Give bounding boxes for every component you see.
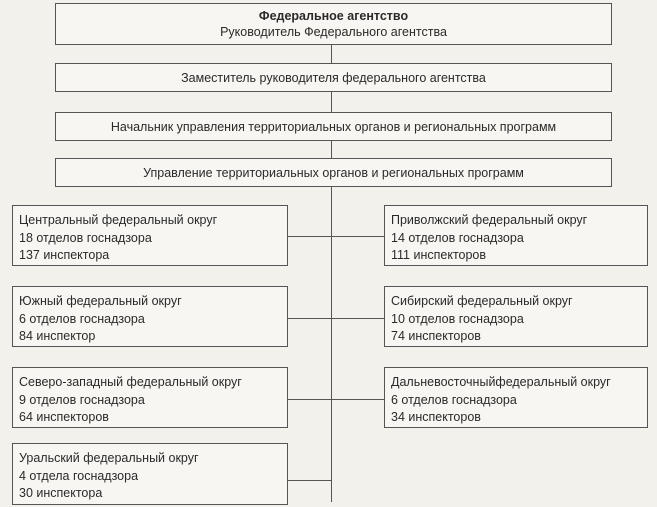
connector-right-1 bbox=[332, 236, 384, 237]
region-name: Дальневосточныйфедеральный округ bbox=[391, 375, 611, 389]
region-offices: 14 отделов госнадзора bbox=[391, 230, 524, 245]
region-box-siberia bbox=[384, 286, 648, 347]
region-name: Центральный федеральный округ bbox=[19, 213, 218, 227]
region-box-northwest bbox=[12, 367, 288, 428]
connector-right-2 bbox=[332, 318, 384, 319]
chief-label: Начальник управления территориальных органов и региональных программ bbox=[110, 119, 557, 134]
deputy-box bbox=[55, 63, 612, 92]
region-box-central bbox=[12, 205, 288, 266]
region-box-volga bbox=[384, 205, 648, 266]
federal-agency-box bbox=[55, 3, 612, 45]
chief-box bbox=[55, 112, 612, 141]
agency-head: Руководитель Федерального агентства bbox=[220, 25, 447, 39]
department-label: Управление территориальных органов и региональных программ bbox=[143, 165, 524, 180]
region-name: Уральский федеральный округ bbox=[19, 451, 199, 465]
connector-left-2 bbox=[287, 318, 331, 319]
region-offices: 6 отделов госнадзора bbox=[19, 311, 145, 326]
region-inspectors: 30 инспектора bbox=[19, 486, 103, 500]
region-inspectors: 64 инспекторов bbox=[19, 410, 109, 424]
region-box-ural bbox=[12, 443, 288, 505]
connector-right-3 bbox=[332, 399, 384, 400]
connector-left-3 bbox=[287, 399, 331, 400]
region-box-far-east bbox=[384, 367, 648, 428]
region-offices: 6 отделов госнадзора bbox=[391, 392, 517, 407]
region-name: Северо-западный федеральный округ bbox=[19, 375, 242, 389]
region-inspectors: 84 инспектор bbox=[19, 329, 96, 343]
region-name: Южный федеральный округ bbox=[19, 294, 182, 308]
agency-title: Федеральное агентство bbox=[258, 9, 409, 23]
region-offices: 9 отделов госнадзора bbox=[19, 392, 145, 407]
connector-left-4 bbox=[287, 480, 331, 481]
department-box bbox=[55, 158, 612, 187]
deputy-label: Заместитель руководителя федерального агентства bbox=[181, 70, 486, 85]
region-inspectors: 111 инспекторов bbox=[391, 248, 487, 262]
region-offices: 10 отделов госнадзора bbox=[391, 311, 524, 326]
region-offices: 4 отдела госнадзора bbox=[19, 468, 139, 483]
connector-left-1 bbox=[287, 236, 331, 237]
region-offices: 18 отделов госнадзора bbox=[19, 230, 152, 245]
region-name: Приволжский федеральный округ bbox=[391, 213, 588, 227]
region-inspectors: 137 инспектора bbox=[19, 248, 110, 262]
region-name: Сибирский федеральный округ bbox=[391, 294, 573, 308]
region-inspectors: 74 инспекторов bbox=[391, 329, 481, 343]
region-inspectors: 34 инспекторов bbox=[391, 410, 481, 424]
region-box-south bbox=[12, 286, 288, 347]
